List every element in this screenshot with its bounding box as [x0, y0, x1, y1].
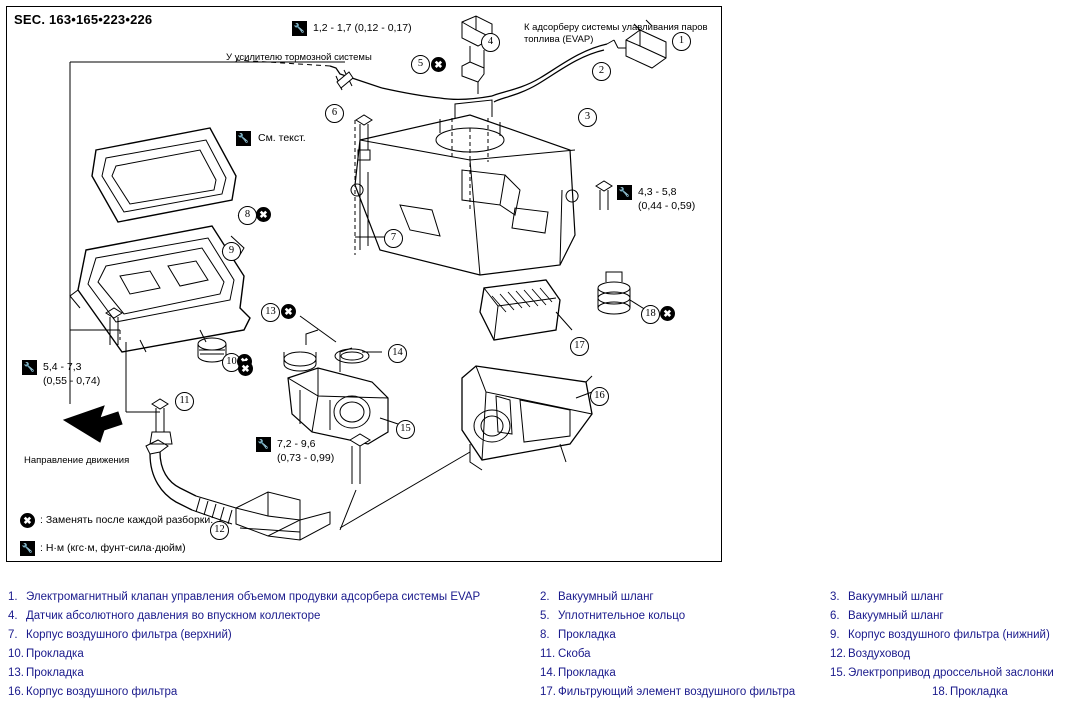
callout-5: 5	[411, 55, 430, 74]
part-name-17: Фильтрующий элемент воздушного фильтра	[558, 686, 796, 698]
callout-8: 8	[238, 206, 257, 225]
part-name-10: Прокладка	[26, 648, 84, 660]
part-name-8: Прокладка	[558, 629, 616, 641]
annotation-see-text: См. текст.	[258, 132, 306, 144]
part-number-6: 6.	[830, 610, 840, 622]
part-item-4	[0, 607, 540, 626]
part-item-17	[540, 683, 932, 702]
part-name-11: Скоба	[558, 648, 591, 660]
annotation-brake-booster: У усилителю тормозной системы	[226, 52, 372, 63]
section-title: SEC. 163•165•223•226	[14, 12, 153, 27]
part-name-6: Вакуумный шланг	[848, 610, 944, 622]
callout-10: 10	[222, 353, 241, 372]
part-number-17: 17.	[540, 686, 556, 698]
parts-list	[0, 588, 1092, 702]
part-number-4: 4.	[8, 610, 18, 622]
annotation-direction: Направление движения	[24, 455, 130, 466]
part-name-14: Прокладка	[558, 667, 616, 679]
part-number-13: 13.	[8, 667, 24, 679]
torque-value-3b: (0,55 - 0,74)	[43, 375, 101, 387]
part-number-15: 15.	[830, 667, 846, 679]
callout-16: 16	[590, 387, 609, 406]
part-number-1: 1.	[8, 591, 18, 603]
part-item-8	[540, 626, 830, 645]
parts-row	[0, 645, 1092, 664]
part-number-8: 8.	[540, 629, 550, 641]
part-name-9: Корпус воздушного фильтра (нижний)	[848, 629, 1050, 641]
torque-icon-2	[617, 185, 632, 200]
part-number-7: 7.	[8, 629, 18, 641]
callout-9: 9	[222, 242, 241, 261]
part-item-1	[0, 588, 540, 607]
parts-row	[0, 664, 1092, 683]
part-name-3: Вакуумный шланг	[848, 591, 944, 603]
part-name-4: Датчик абсолютного давления во впускном коллекторе	[26, 610, 321, 622]
part-name-7: Корпус воздушного фильтра (верхний)	[26, 629, 232, 641]
direction-arrow	[64, 406, 122, 442]
part-name-1: Электромагнитный клапан управления объемом продувки адсорбера системы EVAP	[26, 591, 481, 603]
part-name-2: Вакуумный шланг	[558, 591, 654, 603]
part-item-2	[540, 588, 830, 607]
torque-value-1: 1,2 - 1,7 (0,12 - 0,17)	[313, 22, 412, 34]
callout-4: 4	[481, 33, 500, 52]
part-name-16: Корпус воздушного фильтра	[26, 686, 178, 698]
part-number-9: 9.	[830, 629, 840, 641]
part-item-12	[830, 645, 1092, 664]
part-number-10: 10.	[8, 648, 24, 660]
callout-18: 18	[641, 305, 660, 324]
torque-value-2b: (0,44 - 0,59)	[638, 200, 696, 212]
part-name-5: Уплотнительное кольцо	[558, 610, 686, 622]
parts-row	[0, 588, 1092, 607]
part-number-5: 5.	[540, 610, 550, 622]
callout-17: 17	[570, 337, 589, 356]
replace-marker-8	[256, 207, 271, 222]
part-item-16	[0, 683, 540, 702]
part-item-7	[0, 626, 540, 645]
torque-value-4: 7,2 - 9,6	[277, 438, 316, 450]
parts-row	[0, 626, 1092, 645]
torque-value-2: 4,3 - 5,8	[638, 186, 677, 198]
parts-row	[0, 683, 1092, 702]
part-number-16: 16.	[8, 686, 24, 698]
part-item-6	[830, 607, 1092, 626]
callout-1: 1	[672, 32, 691, 51]
legend-replace-text: : Заменять после каждой разборки.	[40, 514, 214, 526]
legend-replace-icon	[20, 513, 35, 528]
part-item-3	[830, 588, 1092, 607]
part-item-11	[540, 645, 830, 664]
part-item-13	[0, 664, 540, 683]
torque-value-4b: (0,73 - 0,99)	[277, 452, 335, 464]
parts-row	[0, 607, 1092, 626]
part-item-14	[540, 664, 830, 683]
torque-icon-4	[256, 437, 271, 452]
replace-marker-5	[431, 57, 446, 72]
callout-13: 13	[261, 303, 280, 322]
part-item-10	[0, 645, 540, 664]
part-number-2: 2.	[540, 591, 550, 603]
part-name-12: Воздуховод	[848, 648, 911, 660]
part-item-15	[830, 664, 1092, 683]
part-item-5	[540, 607, 830, 626]
torque-icon-3	[22, 360, 37, 375]
part-number-12: 12.	[830, 648, 846, 660]
annotation-evap: К адсорберу системы улавливания паров топлива (EVAP)	[524, 22, 708, 46]
part-number-14: 14.	[540, 667, 556, 679]
part-item-9	[830, 626, 1092, 645]
part-number-3: 3.	[830, 591, 840, 603]
callout-3: 3	[578, 108, 597, 127]
torque-icon-1	[292, 21, 307, 36]
part-name-13: Прокладка	[26, 667, 84, 679]
legend-torque-text: : Н·м (кгс·м, фунт-сила·дюйм)	[40, 542, 186, 554]
part-name-18: Прокладка	[950, 686, 1008, 698]
callout-7: 7	[384, 229, 403, 248]
replace-marker-18	[660, 306, 675, 321]
callout-2: 2	[592, 62, 611, 81]
torque-icon-see-text	[236, 131, 251, 146]
part-number-11: 11.	[540, 648, 556, 660]
replace-marker-bolt-3	[238, 361, 253, 376]
callout-15: 15	[396, 420, 415, 439]
torque-value-3: 5,4 - 7,3	[43, 361, 82, 373]
part-number-18: 18.	[932, 686, 948, 698]
part-name-15: Электропривод дроссельной заслонки	[848, 667, 1054, 679]
callout-11: 11	[175, 392, 194, 411]
part-item-18	[932, 683, 1092, 702]
replace-marker-13	[281, 304, 296, 319]
legend-torque-icon	[20, 541, 35, 556]
callout-12: 12	[210, 521, 229, 540]
callout-14: 14	[388, 344, 407, 363]
callout-6: 6	[325, 104, 344, 123]
